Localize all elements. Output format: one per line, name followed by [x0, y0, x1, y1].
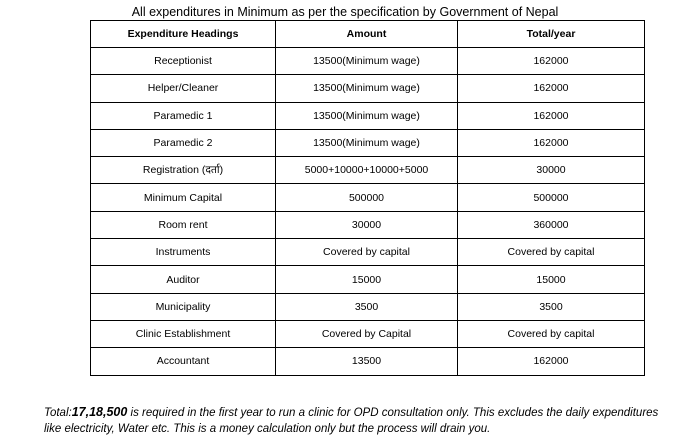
- cell-amount: Covered by capital: [276, 239, 458, 266]
- table-row: [91, 239, 645, 266]
- cell-total: Covered by capital: [458, 239, 645, 266]
- table-header-row: [91, 21, 645, 48]
- cell-amount: 500000: [276, 184, 458, 211]
- header-expenditure-headings: Expenditure Headings: [91, 21, 276, 48]
- cell-total: 162000: [458, 75, 645, 102]
- cell-amount: 5000+10000+10000+5000: [276, 157, 458, 184]
- cell-amount: 15000: [276, 266, 458, 293]
- cell-amount: 13500(Minimum wage): [276, 129, 458, 156]
- table-row: [91, 48, 645, 75]
- cell-heading: Minimum Capital: [91, 184, 276, 211]
- cell-heading: Paramedic 1: [91, 102, 276, 129]
- table-row: [91, 348, 645, 375]
- cell-amount: Covered by Capital: [276, 320, 458, 347]
- cell-heading: Registration (दर्ता): [91, 157, 276, 184]
- expenditure-table: [90, 20, 645, 376]
- table-row: [91, 293, 645, 320]
- cell-heading: Instruments: [91, 239, 276, 266]
- table-row: [91, 320, 645, 347]
- table-row: [91, 102, 645, 129]
- cell-heading: Receptionist: [91, 48, 276, 75]
- table-row: [91, 211, 645, 238]
- cell-total: 162000: [458, 102, 645, 129]
- cell-heading: Accountant: [91, 348, 276, 375]
- cell-amount: 30000: [276, 211, 458, 238]
- total-amount: 17,18,500: [71, 404, 128, 419]
- table-row: [91, 75, 645, 102]
- total-summary-text: is required in the first year to run a clinic for OPD consultation only. This excludes the daily expenditures like electricity, Water etc. This is a money calculation only but the process will drain you.: [44, 406, 659, 435]
- cell-amount: 3500: [276, 293, 458, 320]
- cell-amount: 13500(Minimum wage): [276, 48, 458, 75]
- table-row: [91, 266, 645, 293]
- header-total-per-year: Total/year: [458, 21, 645, 48]
- header-amount: Amount: [276, 21, 458, 48]
- cell-total: 162000: [458, 129, 645, 156]
- cell-total: 162000: [458, 48, 645, 75]
- cell-heading: Room rent: [91, 211, 276, 238]
- total-prefix: Total:: [44, 406, 72, 419]
- table-row: [91, 157, 645, 184]
- table-row: [91, 129, 645, 156]
- cell-heading: Auditor: [91, 266, 276, 293]
- cell-total: 162000: [458, 348, 645, 375]
- cell-heading: Paramedic 2: [91, 129, 276, 156]
- cell-total: 3500: [458, 293, 645, 320]
- cell-total: Covered by capital: [458, 320, 645, 347]
- cell-amount: 13500(Minimum wage): [276, 102, 458, 129]
- cell-amount: 13500(Minimum wage): [276, 75, 458, 102]
- cell-heading: Helper/Cleaner: [91, 75, 276, 102]
- table-caption: All expenditures in Minimum as per the specification by Government of Nepal: [131, 5, 559, 19]
- cell-amount: 13500: [276, 348, 458, 375]
- cell-heading: Clinic Establishment: [91, 320, 276, 347]
- cell-total: 360000: [458, 211, 645, 238]
- cell-total: 15000: [458, 266, 645, 293]
- cell-total: 30000: [458, 157, 645, 184]
- cell-heading: Municipality: [91, 293, 276, 320]
- total-summary-note: [44, 404, 664, 438]
- cell-total: 500000: [458, 184, 645, 211]
- table-row: [91, 184, 645, 211]
